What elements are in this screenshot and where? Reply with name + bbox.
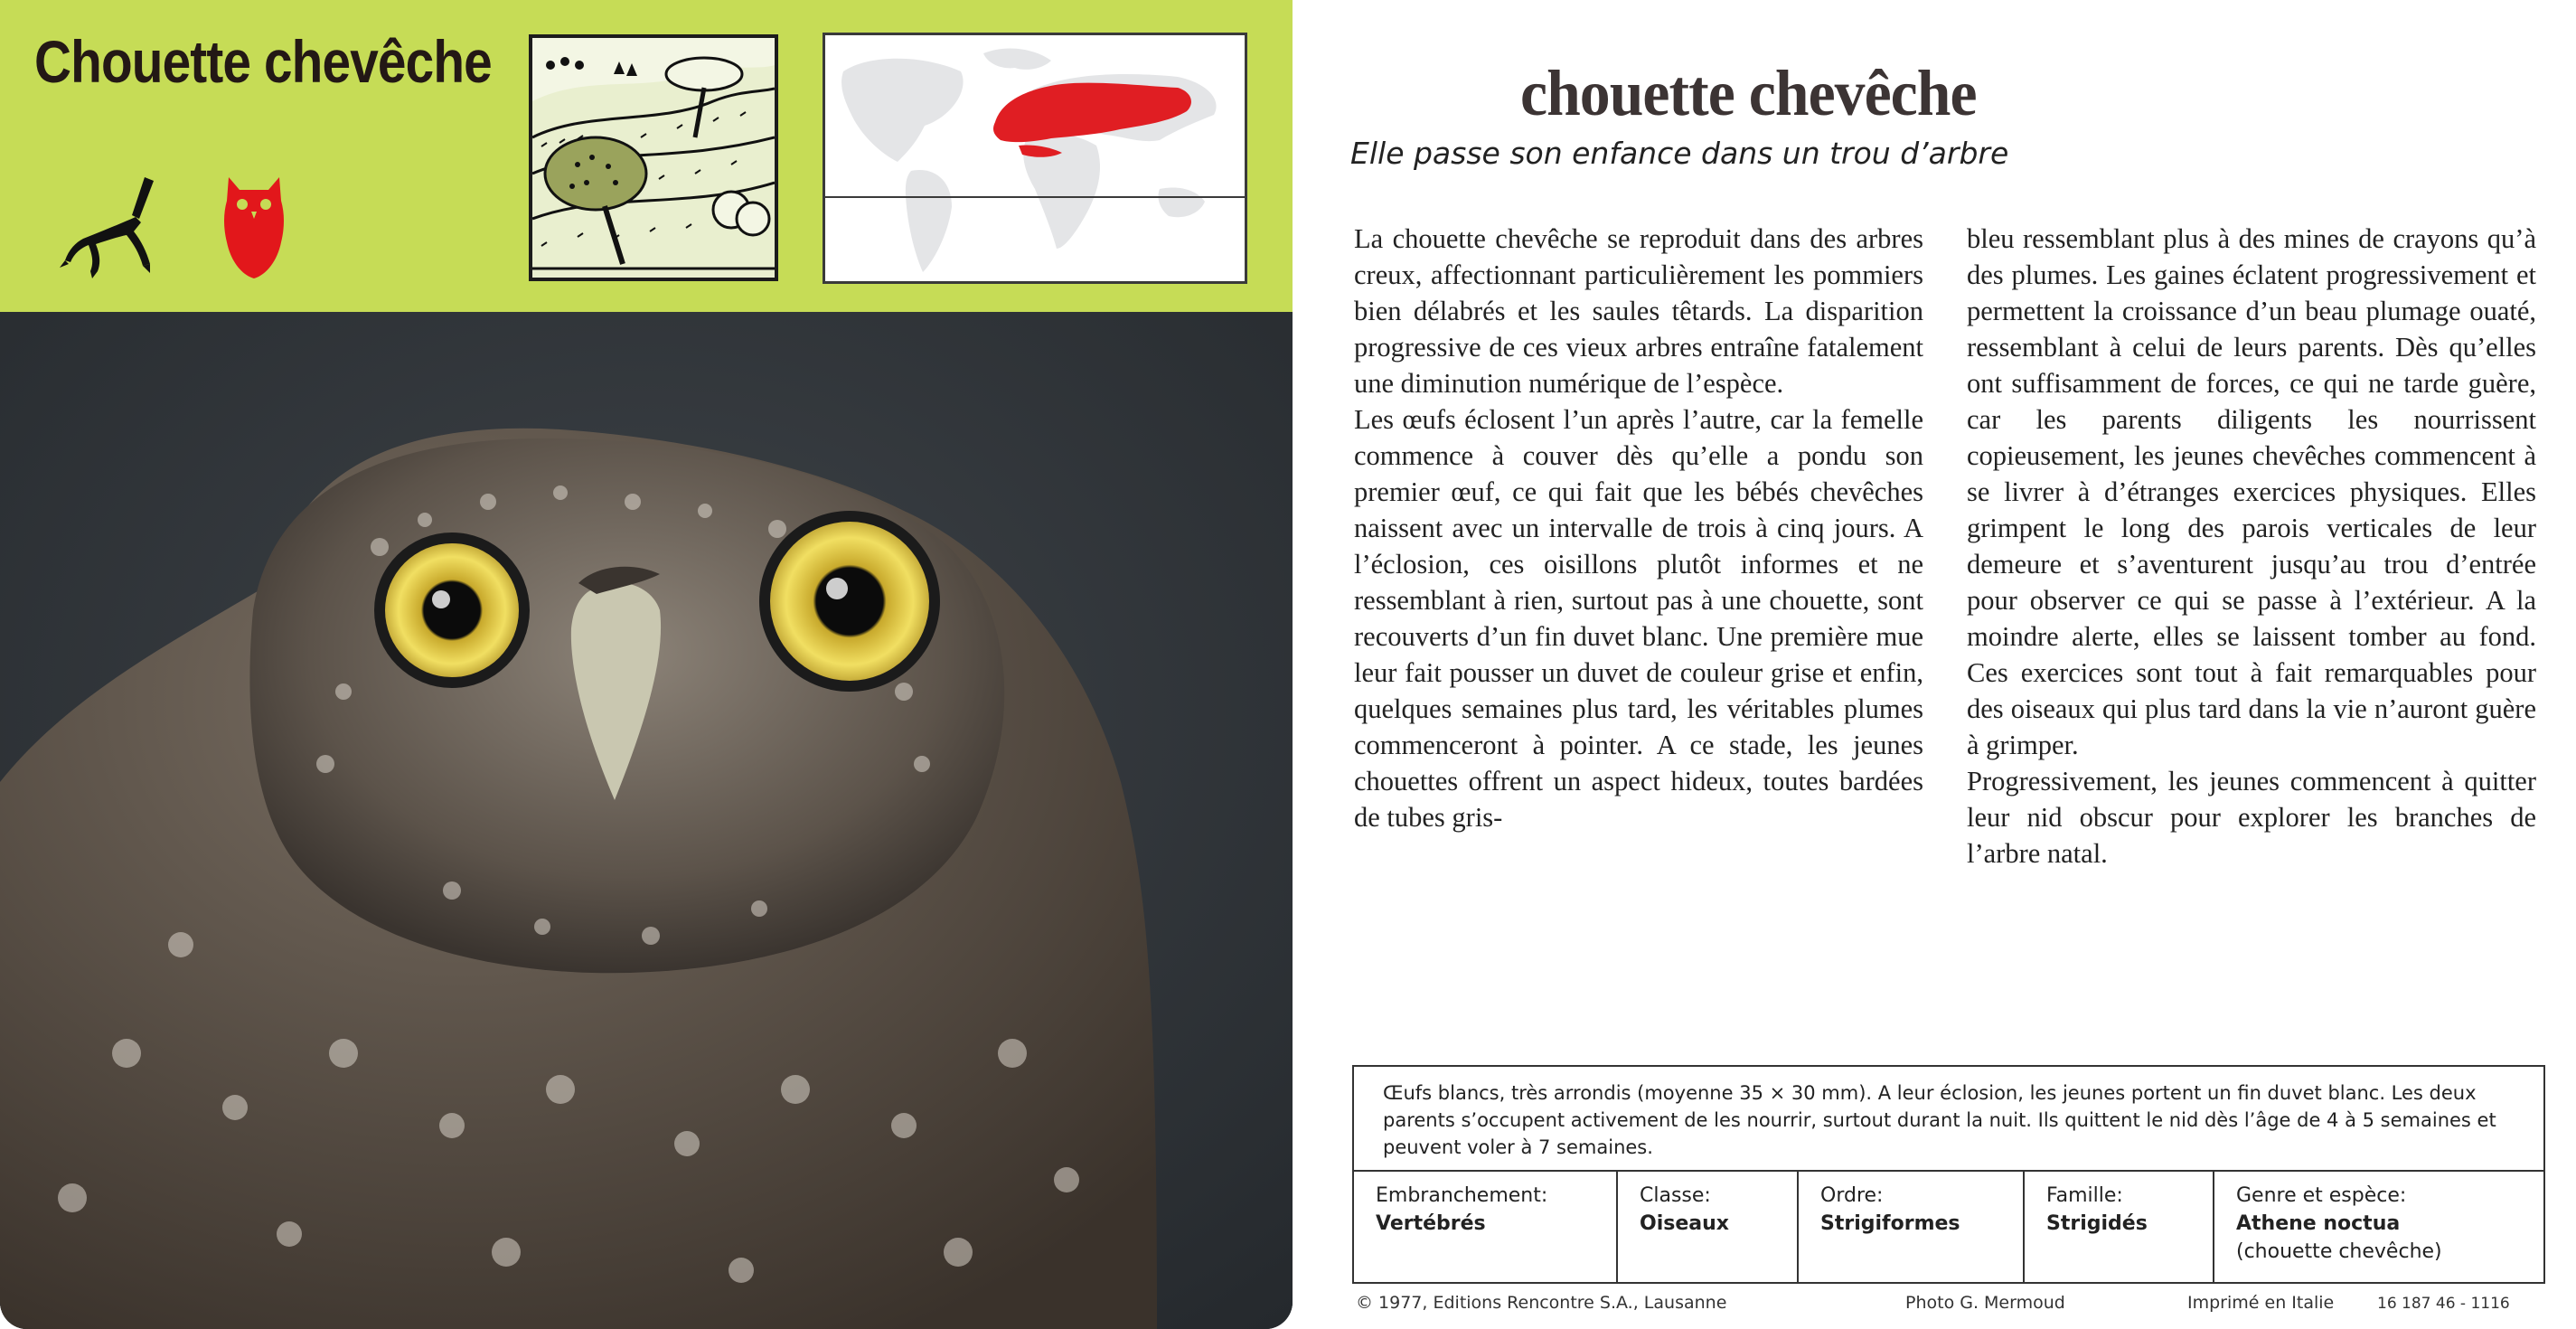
owl-photo <box>0 312 1293 1329</box>
taxonomy-value: Strigiformes <box>1820 1212 1960 1235</box>
taxonomy-label: Classe: <box>1640 1184 1711 1207</box>
paragraph: bleu ressemblant plus à des mines de crayons qu’à des plumes. Les gaines éclatent progressivement et permettent la croissance d’un beau plumage ouaté, ressemblant à celui de leurs parents. Dès qu’elles ont suffisamment de forces, ce qui ne tarde guère, car les parents diligents les nourrissent copieusement, les jeunes chevêches commencent à se livrer à d’étranges exercices physiques. Elles grimpent le long des parois verticales de leur demeure et s’aventurent jusqu’au trou d’entrée pour observer ce qui se passe à l’extérieur. A la moindre alerte, elles se laissent tomber au fond. Ces exercices sont tout à fait remarquables pour des oiseaux qui plus tard dans la vie n’auront guère à grimper. <box>1967 223 2536 760</box>
taxonomy-label: Genre et espèce: <box>2236 1184 2407 1207</box>
footer-code: 16 187 46 - 1116 <box>2377 1295 2510 1313</box>
map-divider <box>825 196 1245 198</box>
owl-silhouette-icon <box>221 174 287 282</box>
taxonomy-value: Vertébrés <box>1376 1212 1486 1235</box>
page-title: chouette chevêche <box>1520 57 1977 129</box>
subtitle: Elle passe son enfance dans un trou d’arbre <box>1350 136 2009 171</box>
footer-photo-credit: Photo G. Mermoud <box>1905 1293 2065 1313</box>
taxonomy-value: Oiseaux <box>1640 1212 1729 1235</box>
right-card <box>1338 0 2576 1329</box>
footer-printed: Imprimé en Italie <box>2187 1293 2335 1313</box>
card-title: Chouette chevêche <box>34 28 492 95</box>
footer-copyright: © 1977, Editions Rencontre S.A., Lausanne <box>1356 1293 1727 1313</box>
info-box <box>1352 1065 2545 1284</box>
taxonomy-phylum <box>1354 1170 1616 1284</box>
taxonomy-common-name: (chouette chevêche) <box>2236 1240 2442 1263</box>
claw-icon <box>56 172 174 280</box>
paragraph: Progressivement, les jeunes commencent à quitter leur nid obscur pour explorer les branches de l’arbre natal. <box>1967 766 2536 869</box>
taxonomy-label: Ordre: <box>1820 1184 1884 1207</box>
distribution-map <box>823 33 1247 284</box>
card-header <box>0 0 1293 312</box>
text-column-2 <box>1967 221 2536 872</box>
taxonomy-value: Strigidés <box>2046 1212 2148 1235</box>
text-column-1 <box>1354 221 1923 835</box>
taxonomy-label: Embranchement: <box>1376 1184 1548 1207</box>
taxonomy-value: Athene noctua <box>2236 1212 2401 1235</box>
taxonomy-order <box>1797 1170 2023 1284</box>
taxonomy-class <box>1616 1170 1797 1284</box>
habitat-illustration <box>529 34 778 281</box>
taxonomy-species <box>2213 1170 2543 1284</box>
taxonomy-family <box>2023 1170 2213 1284</box>
taxonomy-label: Famille: <box>2046 1184 2123 1207</box>
paragraph: La chouette chevêche se reproduit dans des arbres creux, affectionnant particulièrement les pommiers bien délabrés et les saules têtards. La disparition progressive de ces vieux arbres entraîne fatalement une diminution numérique de l’espèce. <box>1354 223 1923 399</box>
info-text: Œufs blancs, très arrondis (moyenne 35 × 30 mm). A leur éclosion, les jeunes portent un fin duvet blanc. Les deux parents s’occupent activement de les nourrir, surtout durant la nuit. Ils quittent le nid dès l’âge de 4 à 5 semaines et peuvent voler à 7 semaines. <box>1383 1082 2496 1158</box>
paragraph: Les œufs éclosent l’un après l’autre, car la femelle commence à couver dès qu’elle a pondu son premier œuf, ce qui fait que les bébés chevêches naissent avec un intervalle de trois à cinq jours. A l’éclosion, ces oisillons plutôt informes et ne ressemblant à rien, surtout pas à une chouette, sont recouverts d’un fin duvet blanc. Une première mue leur fait pousser un duvet de couleur grise et enfin, quelques semaines plus tard, les véritables plumes commenceront à pointer. A ce stade, les jeunes chouettes offrent un aspect hideux, toutes bardées de tubes gris- <box>1354 404 1923 833</box>
